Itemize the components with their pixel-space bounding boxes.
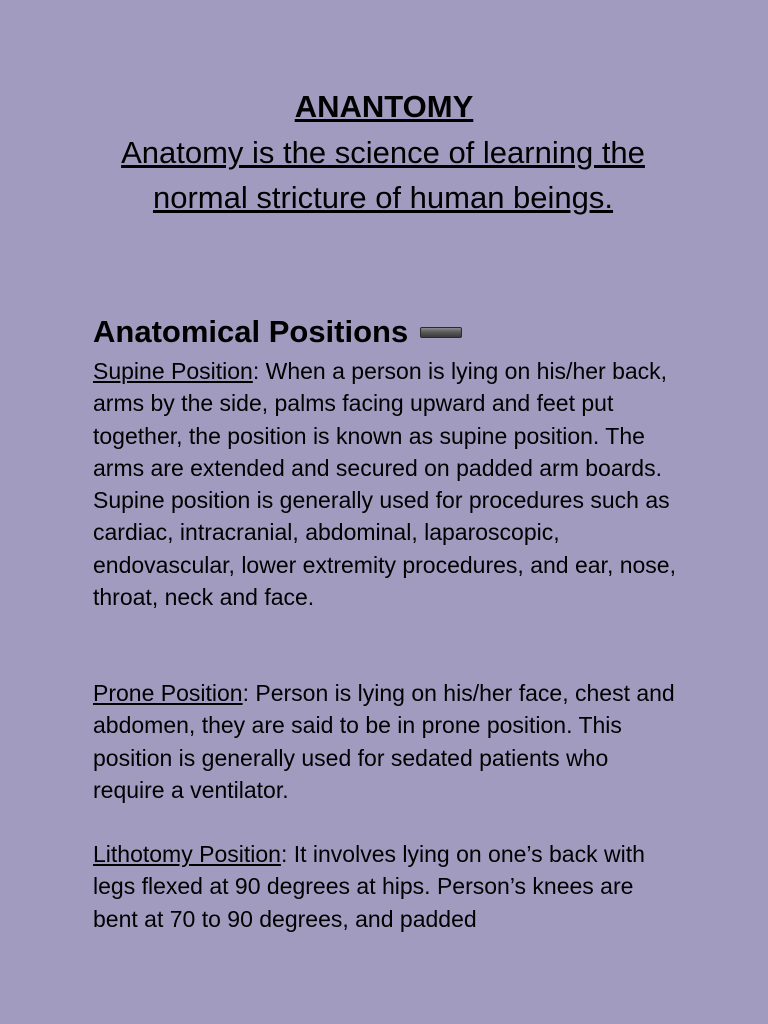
text-supine: : When a person is lying on his/her back, arms by the side, palms facing upward and feet put together, the position is known as supine position. The arms are extended and secured on padded arm boards. Supine position is generally used for procedures such as cardiac, intracranial, abdominal, laparoscopic, endovascular, lower extremity procedures, and ear, nose, throat, neck and face. [93,358,676,611]
section-heading [93,310,462,354]
term-lithotomy: Lithotomy Position [93,841,281,867]
text-lithotomy: : It involves lying on one’s back with legs flexed at 90 degrees at hips. Person’s knees are bent at 70 to 90 degrees, and padded [93,841,645,932]
paragraph-lithotomy [93,838,683,935]
document-title: ANANTOMY [294,89,474,124]
minus-icon [420,327,462,338]
text-prone: : Person is lying on his/her face, chest and abdomen, they are said to be in prone position. This position is generally used for sedated patients who require a ventilator. [93,680,675,803]
term-supine: Supine Position [93,358,253,384]
paragraph-prone [93,677,683,806]
section-heading-text: Anatomical Positions [93,314,409,349]
document-subtitle: Anatomy is the science of learning the normal stricture of human beings. [121,135,645,215]
paragraph-supine [93,355,683,613]
term-prone: Prone Position [93,680,243,706]
